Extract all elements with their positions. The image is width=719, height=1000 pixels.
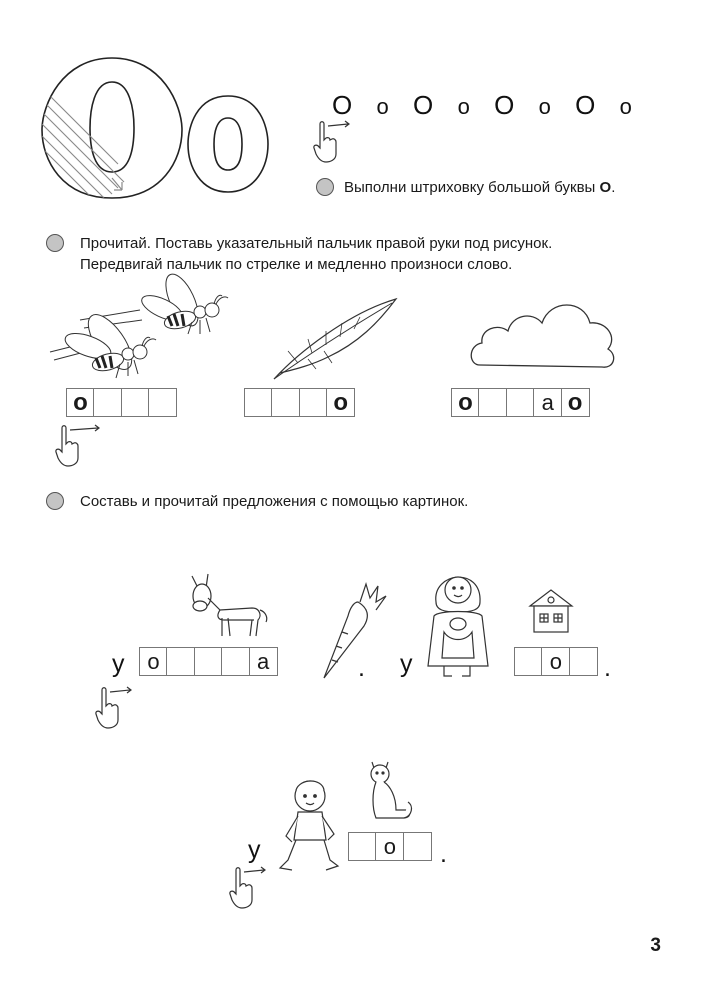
- letter-row-item: о: [538, 94, 551, 119]
- letter-cell: [244, 388, 273, 417]
- hand-pointer-icon: [228, 864, 268, 910]
- letter-cell: [166, 647, 195, 676]
- letter-cell: [348, 832, 377, 861]
- letter-row-item: о: [376, 94, 389, 119]
- letter-cell: о: [326, 388, 355, 417]
- letter-cell: а: [533, 388, 562, 417]
- letter-cell: [514, 647, 543, 676]
- word-cells-cloud: [451, 388, 590, 417]
- task-bullet-icon: [316, 178, 334, 196]
- sentence2-dot: .: [604, 654, 611, 682]
- donkey-icon: [180, 572, 270, 638]
- letter-cell: [221, 647, 250, 676]
- cloud-icon: [468, 293, 618, 373]
- boy-icon: [276, 776, 346, 876]
- hand-pointer-icon: [54, 422, 94, 468]
- letter-row-item: О: [575, 90, 596, 120]
- letter-cell: [271, 388, 300, 417]
- letter-cell: [194, 647, 223, 676]
- sentence2-prefix: у: [400, 650, 413, 678]
- letter-cell: [506, 388, 535, 417]
- grandmother-icon: [424, 562, 494, 682]
- task1-text: Выполни штриховку большой буквы: [344, 179, 600, 196]
- task1-end: .: [611, 179, 616, 196]
- letter-cell: о: [139, 647, 168, 676]
- house-icon: [526, 586, 576, 634]
- page-number: 3: [650, 935, 661, 956]
- letter-row-item: О: [494, 90, 515, 120]
- cat-icon: [366, 756, 416, 822]
- letter-cell: [121, 388, 150, 417]
- letter-row-item: о: [619, 94, 632, 119]
- sentence1-dot: .: [358, 654, 365, 682]
- task2-line2: Передвигай пальчик по стрелке и медленно произноси слово.: [80, 256, 513, 273]
- sentence2-cells: [514, 647, 598, 676]
- sentence3-cells: [348, 832, 432, 861]
- letter-cell: о: [451, 388, 480, 417]
- carrot-icon: [318, 580, 388, 680]
- word-cells-feather: [244, 388, 355, 417]
- task1-letter: О: [599, 179, 612, 196]
- letter-row-item: О: [413, 90, 434, 120]
- letter-cell: о: [561, 388, 590, 417]
- letter-cell: [299, 388, 328, 417]
- hand-pointer-icon: [312, 118, 352, 164]
- sentence3-dot: .: [440, 840, 447, 868]
- letter-row: [332, 92, 632, 118]
- task-bullet-icon: [46, 492, 64, 510]
- letter-cell: [569, 647, 598, 676]
- task1-instruction: [344, 177, 615, 198]
- wasps-icon: [50, 280, 250, 390]
- task3-text: Составь и прочитай предложения с помощью картинок.: [80, 493, 469, 510]
- task-bullet-icon: [46, 234, 64, 252]
- letter-cell: о: [66, 388, 95, 417]
- task2-line1: Прочитай. Поставь указательный пальчик правой руки под рисунок.: [80, 235, 553, 252]
- letter-row-item: О: [332, 90, 353, 120]
- letter-cell: [403, 832, 432, 861]
- feather-icon: [268, 293, 398, 383]
- sentence1-prefix: у: [112, 650, 125, 678]
- letter-cell: [478, 388, 507, 417]
- letter-cell: а: [249, 647, 278, 676]
- sentence1-cells: [139, 647, 278, 676]
- letter-cell: [93, 388, 122, 417]
- letter-row-item: о: [457, 94, 470, 119]
- letter-cell: о: [541, 647, 570, 676]
- letter-cell: [148, 388, 177, 417]
- sentence3-prefix: у: [248, 836, 261, 864]
- word-cells-wasps: [66, 388, 177, 417]
- hand-pointer-icon: [94, 684, 134, 730]
- letter-cell: о: [375, 832, 404, 861]
